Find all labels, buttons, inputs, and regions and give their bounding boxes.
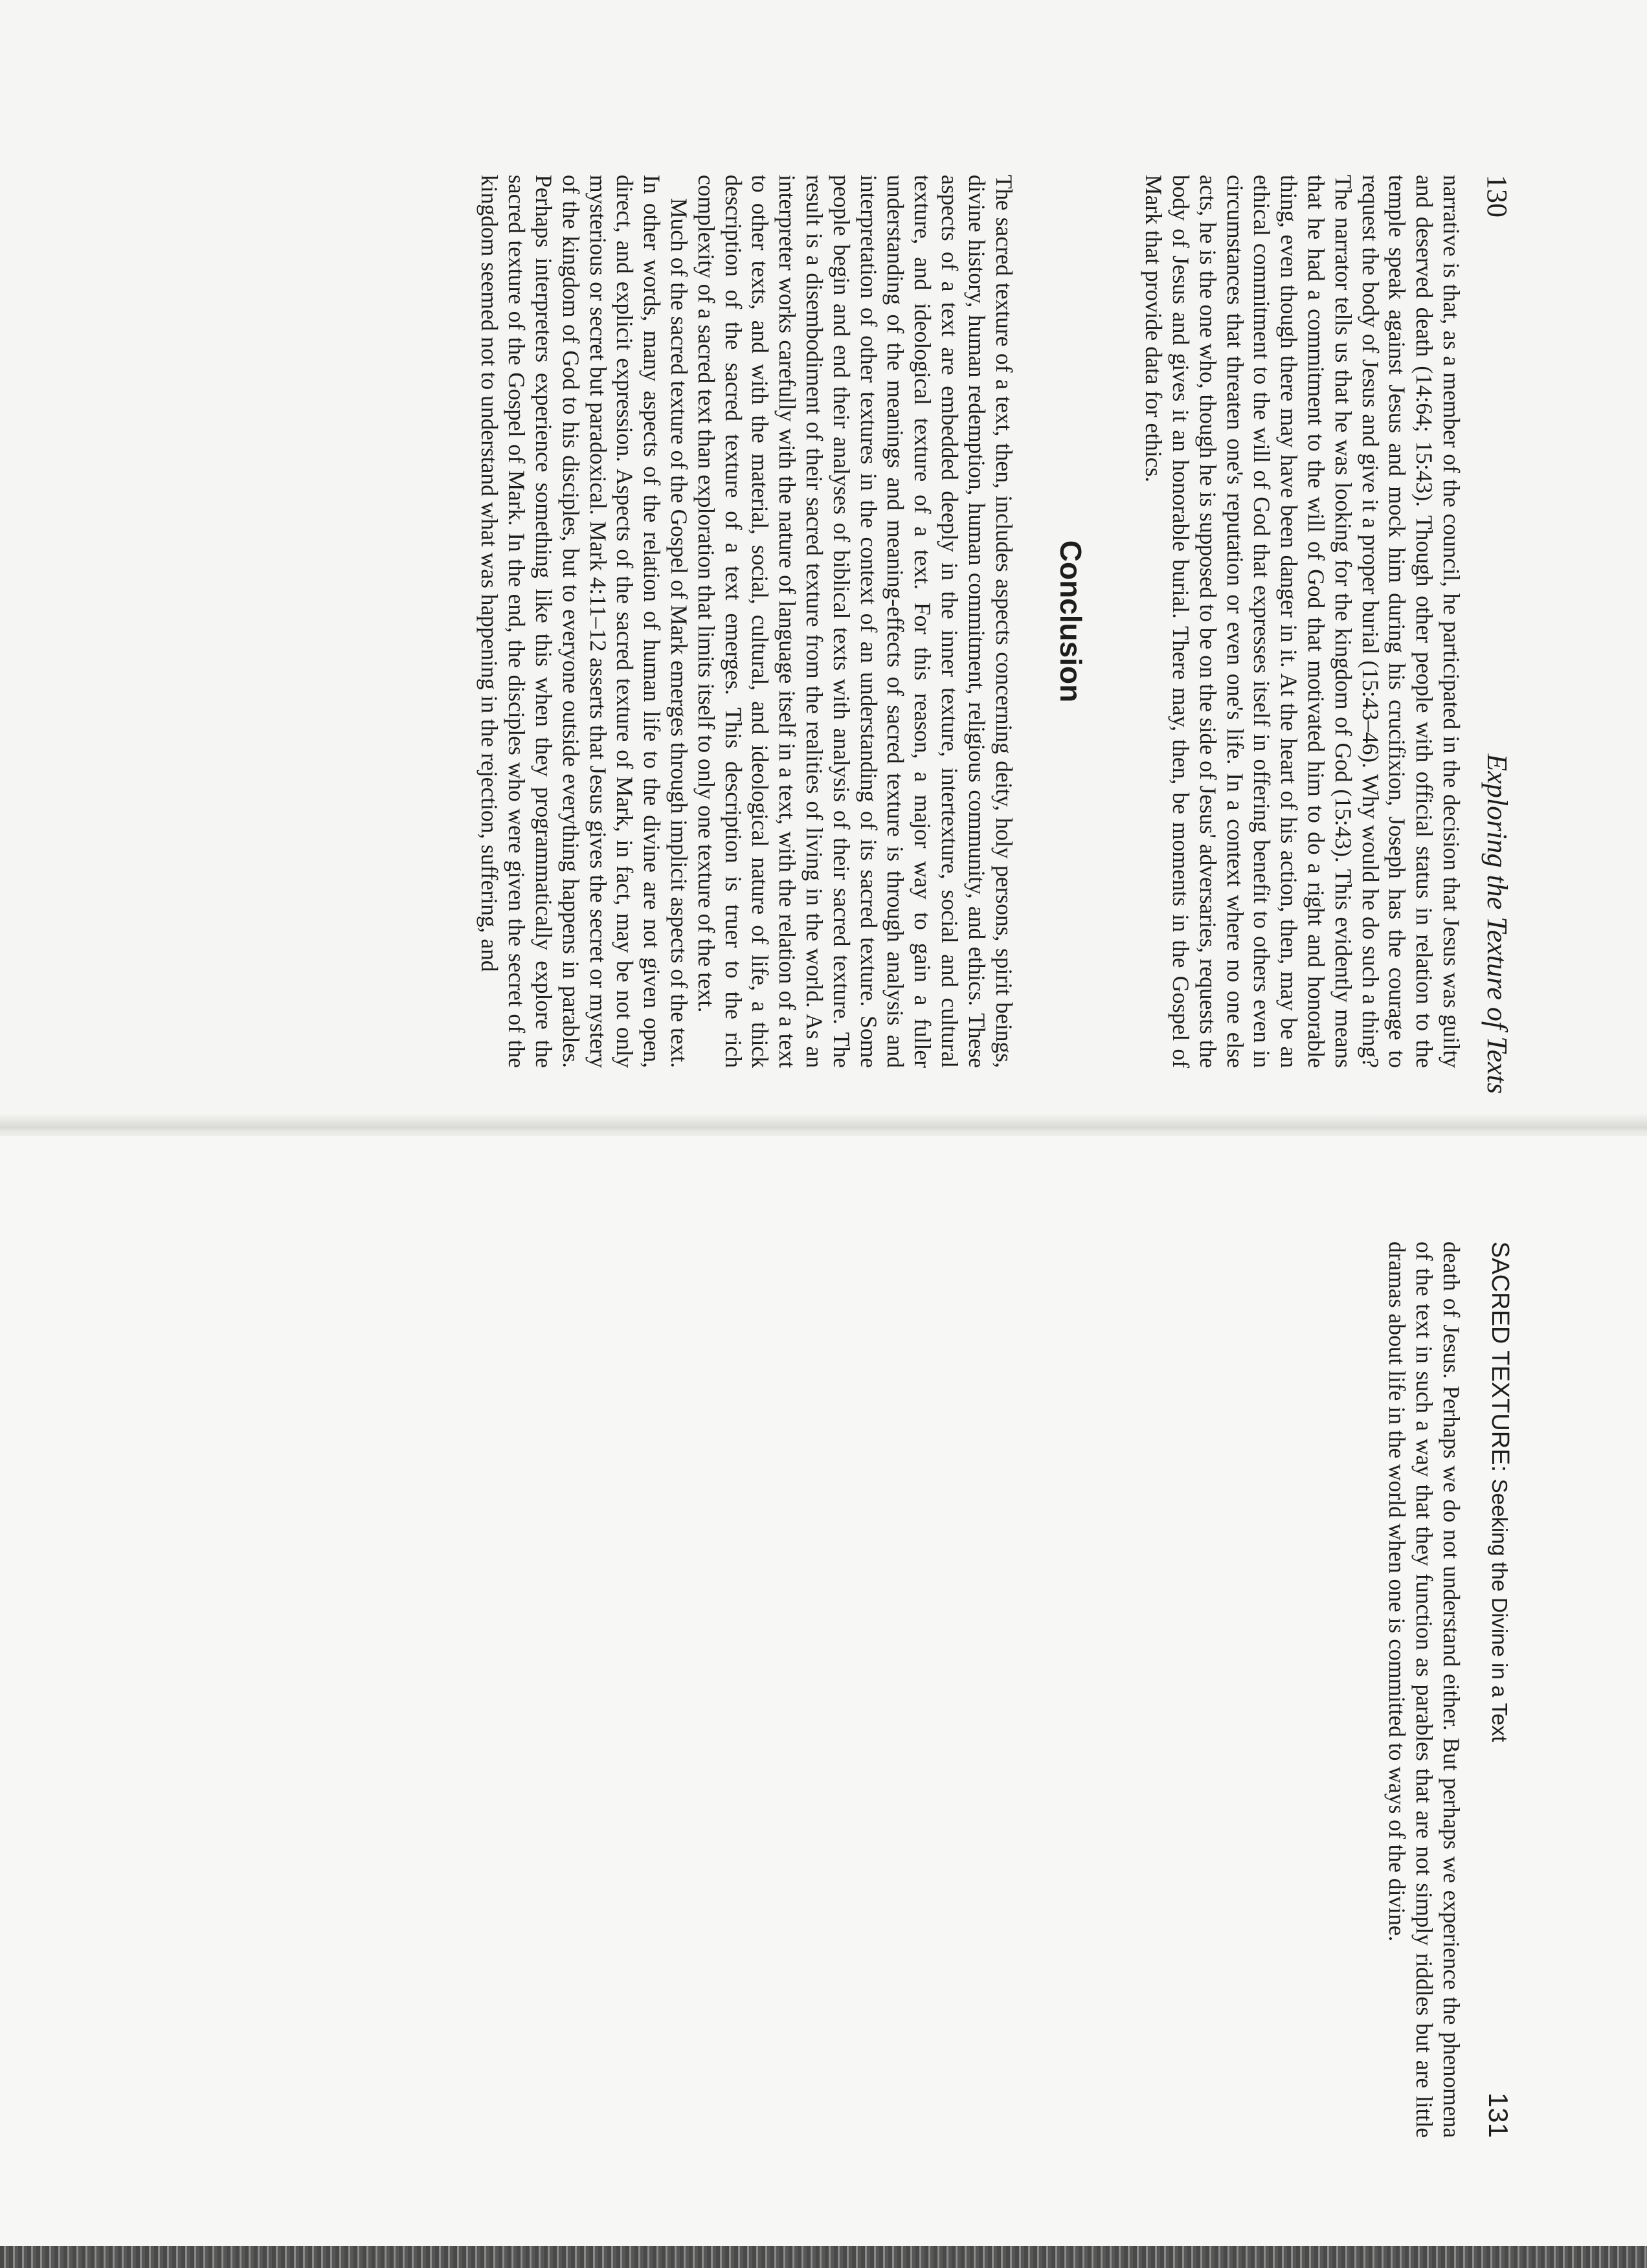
running-head: Exploring the Texture of Texts <box>1481 753 1513 1094</box>
left-page-body <box>476 175 1464 1068</box>
page-number: 131 <box>1483 2092 1514 2138</box>
right-page-header <box>1477 1241 1514 2138</box>
page-edge-shadow <box>0 2246 1647 2268</box>
body-paragraph: death of Jesus. Perhaps we do not understand either. But perhaps we experience the phenomena of the text in such a way that they function as parables that are not simply riddles but are little dramas about life in the world when one is committed to ways of the divine. <box>1384 1241 1464 2138</box>
section-heading: Conclusion <box>1054 540 1088 703</box>
body-paragraph: The sacred texture of a text, then, includes aspects concerning deity, holy persons, spirit beings, divine history, human redemption, human commitment, religious community, and ethics. These aspects of a text are embedded deeply in the inner texture, intertexture, social and cultural texture, and ideological texture of a text. For this reason, a major way to gain a fuller understanding of the meanings and meaning-effects of sacred texture is through analysis and interpretation of other textures in the context of an understanding of its sacred texture. Some people begin and end their analyses of biblical texts with analysis of their sacred texture. The result is a disembodiment of their sacred texture from the realities of living in the world. As an interpreter works carefully with the nature of language itself in a text, with the relation of a text to other texts, and with the material, social, cultural, and ideological nature of life, a thick description of the sacred texture of a text emerges. This description is truer to the rich complexity of a sacred text than exploration that limits itself to only one texture of the text. <box>693 175 1017 1068</box>
left-page-header <box>1477 175 1514 1094</box>
page-number: 130 <box>1481 175 1513 217</box>
body-paragraph: Much of the sacred texture of the Gospel of Mark emerges through implicit aspects of the text. In other words, many aspects of the relation of human life to the divine are not given open, direct, and explicit expression. Aspects of the sacred texture of Mark, in fact, may be not only mysterious or secret but paradoxical. Mark 4:11–12 asserts that Jesus gives the secret or mystery of the kingdom of God to his disciples, but to everyone outside everything happens in parables. Perhaps interpreters experience something like this when they programmatically explore the sacred texture of the Gospel of Mark. In the end, the disciples who were given the secret of the kingdom seemed not to understand what was happening in the rejection, suffering, and <box>476 175 693 1068</box>
body-paragraph: narrative is that, as a member of the council, he participated in the decision that Jesus was guilty and deserved death (14:64; 15:43). Though other people with official status in relation to the temple speak against Jesus and mock him during his crucifixion, Joseph has the courage to request the body of Jesus and give it a proper burial (15:43–46). Why would he do such a thing? The narrator tells us that he was looking for the kingdom of God (15:43). This evidently means that he had a commitment to the will of God that motivated him to do a right and honorable thing, even though there may have been danger in it. At the heart of his action, then, may be an ethical commitment to the will of God that expresses itself in offering benefit to others even in circumstances that threaten one's reputation or even one's life. In a context where no one else acts, he is the one who, though he is supposed to be on the side of Jesus' adversaries, requests the body of Jesus and gives it an honorable burial. There may, then, be moments in the Gospel of Mark that provide data for ethics. <box>1141 175 1464 1068</box>
right-page-body <box>1384 1241 1464 2138</box>
running-head: SACRED TEXTURE: Seeking the Divine in a Text <box>1486 1241 1514 1742</box>
